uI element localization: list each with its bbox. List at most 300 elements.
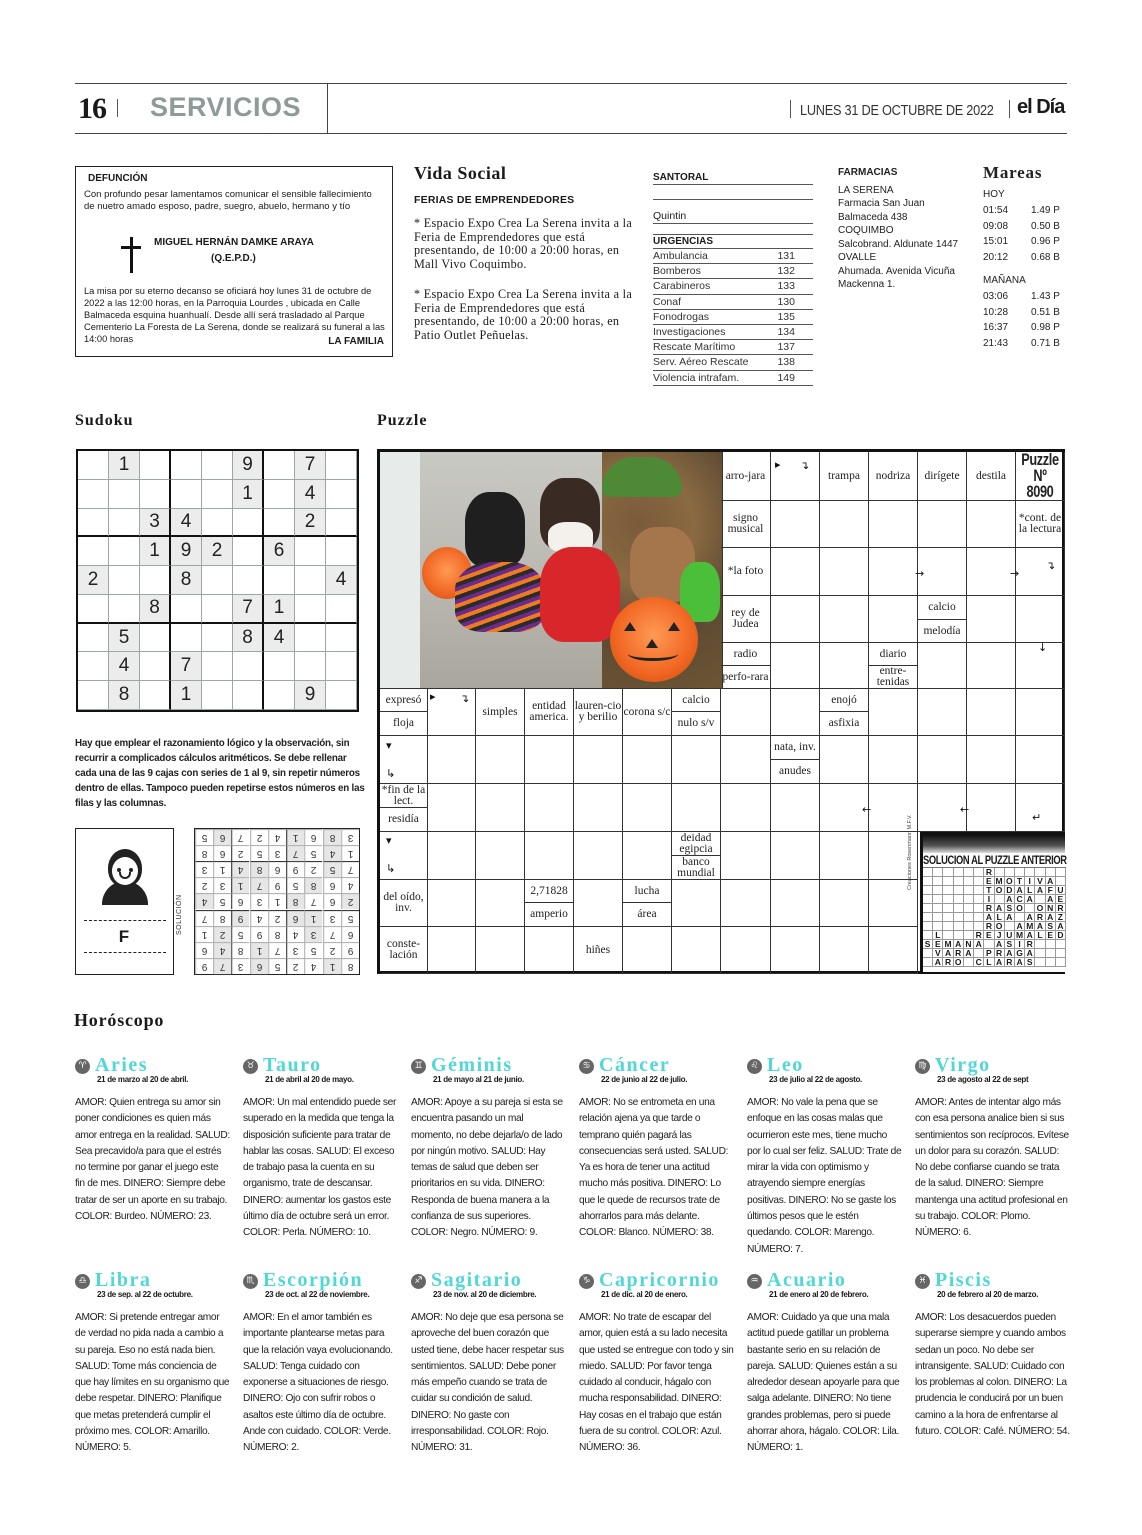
emergency-row: [653, 355, 813, 370]
page-number: 16: [78, 92, 106, 125]
puzzle-cell[interactable]: [721, 832, 771, 880]
puzzle-cell[interactable]: [721, 689, 771, 736]
sudoku-cell: 2: [78, 566, 109, 595]
tide-height: 0.68 B: [1031, 251, 1060, 263]
puzzle-cell[interactable]: [967, 784, 1016, 832]
solution-letter: R: [1025, 940, 1035, 949]
solution-cell: 1: [323, 958, 341, 974]
arrow-down-icon: ↴: [460, 692, 470, 705]
solution-letter: [943, 868, 953, 877]
puzzle-cell[interactable]: [476, 927, 525, 974]
sudoku-cell: 9: [295, 681, 326, 710]
tide-row: [983, 336, 1073, 352]
puzzle-cell[interactable]: [525, 736, 574, 784]
solution-letter: S: [1005, 904, 1015, 913]
puzzle-cell[interactable]: [1016, 548, 1065, 596]
puzzle-cell[interactable]: [721, 784, 771, 832]
solution-cell: 3: [341, 829, 359, 845]
clue-dirigete: dirígete: [918, 452, 967, 501]
puzzle-cell[interactable]: [623, 832, 672, 880]
previous-solution-title: SOLUCION AL PUZZLE ANTERIOR: [923, 853, 1067, 867]
emergency-number: 135: [777, 310, 795, 323]
sign-name: Leo: [767, 1054, 804, 1076]
puzzle-cell[interactable]: [869, 784, 918, 832]
puzzle-cell[interactable]: [771, 927, 820, 974]
puzzle-badge-line: Puzzle: [1021, 450, 1059, 469]
clue-fin-lectura: *fin de la lect.: [380, 784, 428, 808]
puzzle-cell[interactable]: [771, 880, 820, 927]
solution-letter: [933, 877, 943, 886]
sudoku-cell[interactable]: [233, 566, 264, 595]
pharmacy-line: Farmacia San Juan: [838, 198, 925, 209]
solution-letter: O: [995, 886, 1005, 895]
puzzle-cell[interactable]: [869, 689, 918, 736]
sudoku-cell[interactable]: [109, 537, 140, 566]
solution-letter: A: [1015, 886, 1025, 895]
sudoku-cell[interactable]: [326, 480, 357, 509]
puzzle-cell[interactable]: [771, 643, 820, 689]
puzzle-cell[interactable]: [623, 736, 672, 784]
arrow-right-icon: ▸: [430, 690, 436, 703]
clue-hines: hiñes: [574, 927, 623, 974]
sudoku-cell[interactable]: [326, 624, 357, 653]
cancer-icon: ♋: [579, 1059, 594, 1074]
puzzle-cell[interactable]: [771, 689, 820, 736]
puzzle-cell[interactable]: [672, 736, 721, 784]
puzzle-cell[interactable]: [771, 832, 820, 880]
sudoku-cell[interactable]: [295, 595, 326, 624]
solution-letter: [923, 886, 933, 895]
solution-letter: [974, 904, 984, 913]
sign-header: [411, 1055, 566, 1075]
solution-cell: 7: [341, 861, 359, 877]
clue-euler-number: 2,71828: [525, 880, 574, 903]
puzzle-cell[interactable]: [623, 927, 672, 974]
puzzle-cell[interactable]: [721, 927, 771, 974]
sign-name: Cáncer: [599, 1054, 671, 1076]
sudoku-cell[interactable]: [140, 566, 171, 595]
sudoku-cell[interactable]: [202, 624, 233, 653]
puzzle-cell[interactable]: [820, 596, 869, 643]
puzzle-photo: [380, 452, 723, 689]
arrow-right-icon: →: [915, 567, 925, 580]
puzzle-cell[interactable]: [525, 784, 574, 832]
puzzle-cell[interactable]: [918, 736, 967, 784]
solution-letter: L: [933, 931, 943, 940]
libra-icon: ♎: [75, 1274, 90, 1289]
sudoku-solution-grid: [194, 828, 360, 975]
sudoku-cell[interactable]: [78, 652, 109, 681]
puzzle-cell[interactable]: [428, 736, 476, 784]
emergency-number: 134: [777, 325, 795, 338]
header-divider: [327, 83, 328, 134]
solution-cell: 2: [231, 845, 249, 861]
sudoku-cell[interactable]: [295, 537, 326, 566]
sudoku-cell[interactable]: [233, 537, 264, 566]
emergency-name: Fonodrogas: [653, 310, 710, 323]
puzzle-cell[interactable]: [869, 548, 918, 596]
solution-cell: 6: [323, 893, 341, 909]
solution-letter: L: [995, 913, 1005, 922]
emergency-row: [653, 264, 813, 279]
sudoku-cell[interactable]: [326, 509, 357, 538]
solution-letter: [933, 913, 943, 922]
arrow-down-icon: ↴: [1046, 559, 1056, 572]
arrow-corner-icon: ↳: [386, 767, 396, 780]
solution-letter: A: [1005, 895, 1015, 904]
puzzle-cell[interactable]: [574, 880, 623, 927]
puzzle-cell[interactable]: [820, 501, 869, 548]
solution-letter: V: [1035, 877, 1045, 886]
sudoku-cell[interactable]: [78, 480, 109, 509]
sudoku-cell[interactable]: [171, 595, 202, 624]
obituary-intro: Con profundo pesar lamentamos comunicar el sensible fallecimiento de nuetro amado esposo, padre, suegro, abuelo, hermano y tío: [84, 189, 372, 212]
emergency-name: Investigaciones: [653, 325, 726, 338]
puzzle-cell[interactable]: [428, 832, 476, 880]
sudoku-cell[interactable]: [326, 652, 357, 681]
solution-letter: [1046, 949, 1056, 958]
clue-constelacion: conste-lación: [380, 927, 428, 974]
solution-letter: E: [933, 940, 943, 949]
solution-letter: A: [1015, 922, 1025, 931]
solution-cell: 8: [213, 910, 231, 926]
puzzle-cell[interactable]: [771, 784, 820, 832]
solution-letter: A: [1015, 958, 1025, 967]
puzzle-cell[interactable]: [476, 736, 525, 784]
puzzle-cell[interactable]: [869, 832, 918, 880]
puzzle-cell[interactable]: [428, 880, 476, 927]
clue-corona: corona s/c: [623, 689, 672, 736]
puzzle-cell[interactable]: [820, 548, 869, 596]
clue-trampa: trampa: [820, 452, 869, 501]
solution-letter: [954, 895, 964, 904]
arrow-left-icon: ←: [862, 803, 872, 816]
emergency-row: [653, 340, 813, 355]
solution-cell: 5: [341, 910, 359, 926]
sudoku-cell: 4: [326, 566, 357, 595]
solution-letter: [923, 922, 933, 931]
sudoku-cell[interactable]: [264, 652, 295, 681]
solution-letter: [1035, 949, 1045, 958]
sudoku-cell[interactable]: [202, 652, 233, 681]
clue-entidad: entidad america.: [525, 689, 574, 736]
solution-letter: [954, 877, 964, 886]
solution-letter: D: [1056, 931, 1066, 940]
sudoku-cell[interactable]: [78, 537, 109, 566]
sudoku-cell[interactable]: [264, 509, 295, 538]
solution-letter: O: [954, 958, 964, 967]
tide-time: 09:08: [983, 220, 1009, 232]
solution-letter: J: [995, 931, 1005, 940]
puzzle-number: [1021, 452, 1058, 500]
puzzle-cell[interactable]: [428, 927, 476, 974]
puzzle-cell[interactable]: [967, 689, 1016, 736]
sudoku-cell[interactable]: [326, 451, 357, 480]
solution-cell: 5: [250, 845, 268, 861]
sign-text: AMOR: No deje que esa persona se aproveche del buen corazón que usted tiene, debe hacer respetar sus sentimientos. SALUD: Debe poner más empeño cuando se trata de cuidar su condición de salud. DINERO: No gaste con irresponsabilidad. COLOR: Rojo. NÚMERO: 31.: [411, 1312, 564, 1454]
sudoku-cell[interactable]: [326, 595, 357, 624]
sudoku-cell[interactable]: [140, 652, 171, 681]
sudoku-cell: 2: [295, 509, 326, 538]
puzzle-cell[interactable]: [967, 643, 1016, 689]
puzzle-cell[interactable]: [967, 501, 1016, 548]
solution-letter: [923, 913, 933, 922]
puzzle-cell[interactable]: [574, 832, 623, 880]
sudoku-cell[interactable]: [264, 681, 295, 710]
tide-height: 1.43 P: [1031, 291, 1060, 302]
solution-letter: M: [1015, 931, 1025, 940]
puzzle-cell[interactable]: [820, 880, 869, 927]
solution-letter: [943, 886, 953, 895]
sudoku-cell[interactable]: [264, 451, 295, 480]
puzzle-cell[interactable]: [771, 596, 820, 643]
solution-letter: [974, 895, 984, 904]
puzzle-cell[interactable]: [967, 736, 1016, 784]
cross-icon: [121, 237, 141, 273]
sudoku-cell[interactable]: [295, 566, 326, 595]
clue-del-oido: del oído, inv.: [380, 880, 428, 927]
puzzle-cell[interactable]: [672, 784, 721, 832]
sudoku-cell[interactable]: [295, 624, 326, 653]
puzzle-cell[interactable]: [918, 548, 967, 596]
horoscope-sign: [75, 1270, 230, 1457]
solution-letter: E: [984, 877, 994, 886]
puzzle-cell[interactable]: [869, 501, 918, 548]
puzzle-cell[interactable]: [869, 927, 918, 974]
solution-letter: R: [1056, 904, 1066, 913]
solution-letter: [964, 922, 974, 931]
sudoku-cell[interactable]: [233, 509, 264, 538]
sudoku-cell[interactable]: [202, 595, 233, 624]
emergency-name: Serv. Aéreo Rescate: [653, 356, 749, 369]
solution-letter: [933, 868, 943, 877]
sudoku-cell[interactable]: [109, 480, 140, 509]
puzzle-cell[interactable]: [918, 501, 967, 548]
tide-time: 10:28: [983, 306, 1009, 318]
solution-letter: U: [1005, 931, 1015, 940]
sudoku-cell: 4: [295, 480, 326, 509]
puzzle-cell[interactable]: [476, 880, 525, 927]
puzzle-cell[interactable]: [672, 927, 721, 974]
puzzle-cell[interactable]: [869, 596, 918, 643]
sign-dates: 23 de agosto al 22 de sept: [937, 1075, 1029, 1084]
sudoku-cell[interactable]: [326, 681, 357, 710]
solution-letter: A: [995, 904, 1005, 913]
emergency-number: 137: [777, 341, 795, 354]
sudoku-cell[interactable]: [140, 451, 171, 480]
puzzle-cell[interactable]: [771, 501, 820, 548]
arrow-right-icon: →: [1010, 567, 1020, 580]
solution-cell: 4: [286, 926, 304, 942]
puzzle-cell[interactable]: [967, 596, 1016, 643]
emergency-name: Rescate Marítimo: [653, 341, 736, 354]
puzzle-cell[interactable]: [672, 880, 721, 927]
sudoku-cell[interactable]: [202, 480, 233, 509]
puzzle-cell[interactable]: [869, 736, 918, 784]
solution-cell: 1: [195, 926, 213, 942]
pharmacy-line: Ahumada. Avenida Vicuña: [838, 265, 955, 277]
sign-dates: 22 de junio al 22 de julio.: [601, 1075, 688, 1084]
puzzle-cell[interactable]: [820, 832, 869, 880]
sign-text: AMOR: No se entrometa en una relación ajena ya que tarde o temprano quién pagará las consecuencias será usted. SALUD: Ya es hora de tener una actitud mucho más positiva. DINERO: Lo que le quede de recursos trate de ahorrarlos para más delante. COLOR: Blanco. NÚMERO: 38.: [579, 1097, 729, 1239]
solution-cell: 6: [323, 877, 341, 893]
sign-name: Capricornio: [599, 1269, 720, 1291]
tide-height: 1.49 P: [1031, 205, 1060, 216]
solution-letter: [933, 904, 943, 913]
sudoku-cell: 2: [202, 537, 233, 566]
puzzle-cell[interactable]: [1016, 784, 1065, 832]
vida-social-paragraph: * Espacio Expo Crea La Serena invita a la Feria de Emprendedores que está presentando, de 10:00 a 20:00 horas, en Patio Outlet Peñuelas.: [414, 287, 633, 342]
sudoku-cell[interactable]: [233, 652, 264, 681]
sign-header: [75, 1055, 230, 1075]
sudoku-cell: 4: [264, 624, 295, 653]
solution-letter: [954, 913, 964, 922]
crossword-puzzle: [377, 449, 1065, 974]
puzzle-cell[interactable]: [1016, 689, 1065, 736]
sudoku-cell[interactable]: [202, 451, 233, 480]
sudoku-cell[interactable]: [264, 480, 295, 509]
solution-letter: A: [1046, 877, 1056, 886]
sudoku-cell[interactable]: [78, 451, 109, 480]
puzzle-cell[interactable]: [574, 736, 623, 784]
puzzle-cell[interactable]: [967, 548, 1016, 596]
solution-cell: 4: [195, 893, 213, 909]
emergency-number: 149: [777, 371, 795, 384]
urgencias-title: URGENCIAS: [653, 236, 813, 249]
sign-header: [747, 1055, 902, 1075]
solution-letter: A: [1035, 922, 1045, 931]
puzzle-cell[interactable]: [574, 784, 623, 832]
sudoku-cell[interactable]: [202, 509, 233, 538]
solution-letter: [923, 877, 933, 886]
sudoku-cell[interactable]: [202, 681, 233, 710]
sudoku-cell[interactable]: [78, 595, 109, 624]
sudoku-cell: 4: [109, 652, 140, 681]
emergency-number: 133: [777, 280, 795, 293]
clue-floja: floja: [380, 712, 428, 736]
solution-letter: I: [984, 895, 994, 904]
tide-row: [983, 289, 1073, 305]
sign-header: [579, 1270, 734, 1290]
sudoku-cell: 5: [109, 624, 140, 653]
puzzle-cell[interactable]: [1016, 736, 1065, 784]
emergency-number: 131: [777, 250, 795, 262]
puzzle-cell[interactable]: [721, 880, 771, 927]
solution-cell: 2: [195, 877, 213, 893]
solution-cell: 1: [341, 845, 359, 861]
sign-dates: 20 de febrero al 20 de marzo.: [937, 1290, 1039, 1299]
solution-letter: [1046, 940, 1056, 949]
solution-cell: 5: [195, 829, 213, 845]
solution-cell: 8: [304, 877, 322, 893]
solution-letter: C: [1015, 895, 1025, 904]
solution-cell: 1: [286, 829, 304, 845]
puzzle-cell[interactable]: [476, 784, 525, 832]
sudoku-cell[interactable]: [78, 509, 109, 538]
santoral-title: SANTORAL: [653, 172, 813, 185]
solution-cell: 4: [341, 877, 359, 893]
solution-letter: [964, 913, 974, 922]
tide-row: [983, 219, 1073, 235]
sudoku-cell[interactable]: [171, 624, 202, 653]
sudoku-cell: 1: [233, 480, 264, 509]
sudoku-cell[interactable]: [109, 509, 140, 538]
sudoku-cell[interactable]: [233, 681, 264, 710]
solution-cell: 5: [323, 861, 341, 877]
sudoku-cell[interactable]: [140, 681, 171, 710]
solution-letter: S: [923, 940, 933, 949]
sudoku-cell[interactable]: [264, 566, 295, 595]
header-separator: [790, 100, 791, 118]
puzzle-cell[interactable]: [771, 548, 820, 596]
puzzle-cell[interactable]: [721, 736, 771, 784]
solution-letter: A: [1046, 913, 1056, 922]
solution-cell: 7: [268, 942, 286, 958]
sudoku-cell[interactable]: [326, 537, 357, 566]
sudoku-cell: 8: [109, 681, 140, 710]
puzzle-cell[interactable]: [623, 784, 672, 832]
puzzle-cell[interactable]: [525, 927, 574, 974]
solution-cell: 7: [231, 829, 249, 845]
clue-lucha: lucha: [623, 880, 672, 903]
solution-letter: R: [943, 958, 953, 967]
previous-solution-grid: [923, 867, 1066, 967]
sudoku-cell[interactable]: [78, 681, 109, 710]
puzzle-cell[interactable]: [820, 927, 869, 974]
sudoku-cell[interactable]: [202, 566, 233, 595]
sudoku-cell[interactable]: [171, 480, 202, 509]
sign-header: [411, 1270, 566, 1290]
solution-cell: 6: [250, 958, 268, 974]
sudoku-cell[interactable]: [78, 624, 109, 653]
sudoku-cell[interactable]: [171, 451, 202, 480]
sudoku-cell[interactable]: [109, 566, 140, 595]
puzzle-cell[interactable]: [869, 880, 918, 927]
sign-header: [243, 1270, 398, 1290]
clue-banco: banco mundial: [672, 856, 721, 880]
puzzle-cell[interactable]: [476, 832, 525, 880]
solution-cell: 6: [341, 926, 359, 942]
tide-height: 0.71 B: [1031, 337, 1060, 349]
solution-letter: T: [1015, 877, 1025, 886]
sign-name: Escorpión: [263, 1269, 364, 1291]
puzzle-cell[interactable]: [1016, 596, 1065, 643]
puzzle-cell[interactable]: [428, 784, 476, 832]
pharmacy-line: OVALLE: [838, 252, 877, 263]
solution-letter: A: [974, 940, 984, 949]
puzzle-cell[interactable]: [820, 736, 869, 784]
puzzle-cell[interactable]: [918, 689, 967, 736]
sudoku-cell[interactable]: [140, 624, 171, 653]
arrow-return-icon: ↵: [1032, 811, 1042, 824]
solution-letter: [943, 913, 953, 922]
horoscope-sign: [75, 1055, 230, 1225]
sudoku-cell[interactable]: [109, 595, 140, 624]
sudoku-cell[interactable]: [140, 480, 171, 509]
puzzle-cell[interactable]: [525, 832, 574, 880]
solution-letter: E: [1046, 931, 1056, 940]
section-title: SERVICIOS: [150, 92, 302, 122]
horoscope-sign: [411, 1270, 566, 1457]
sudoku-cell: 7: [295, 451, 326, 480]
sign-dates: 21 de enero al 20 de febrero.: [769, 1290, 869, 1299]
sudoku-cell[interactable]: [295, 652, 326, 681]
solution-cell: 5: [268, 958, 286, 974]
puzzle-cell[interactable]: [820, 643, 869, 689]
solution-letter: [974, 886, 984, 895]
puzzle-cell[interactable]: [918, 643, 967, 689]
sign-text: AMOR: Apoye a su pareja si esta se encuentra pasando un mal momento, no debe dejarla/o de lado por ningún motivo. SALUD: Hay temas de salud que deben ser prioritarios en su vida. DINERO: Responda de buena manera a la confianza de sus superiores. COLOR: Negro. NÚMERO: 9.: [411, 1097, 563, 1239]
